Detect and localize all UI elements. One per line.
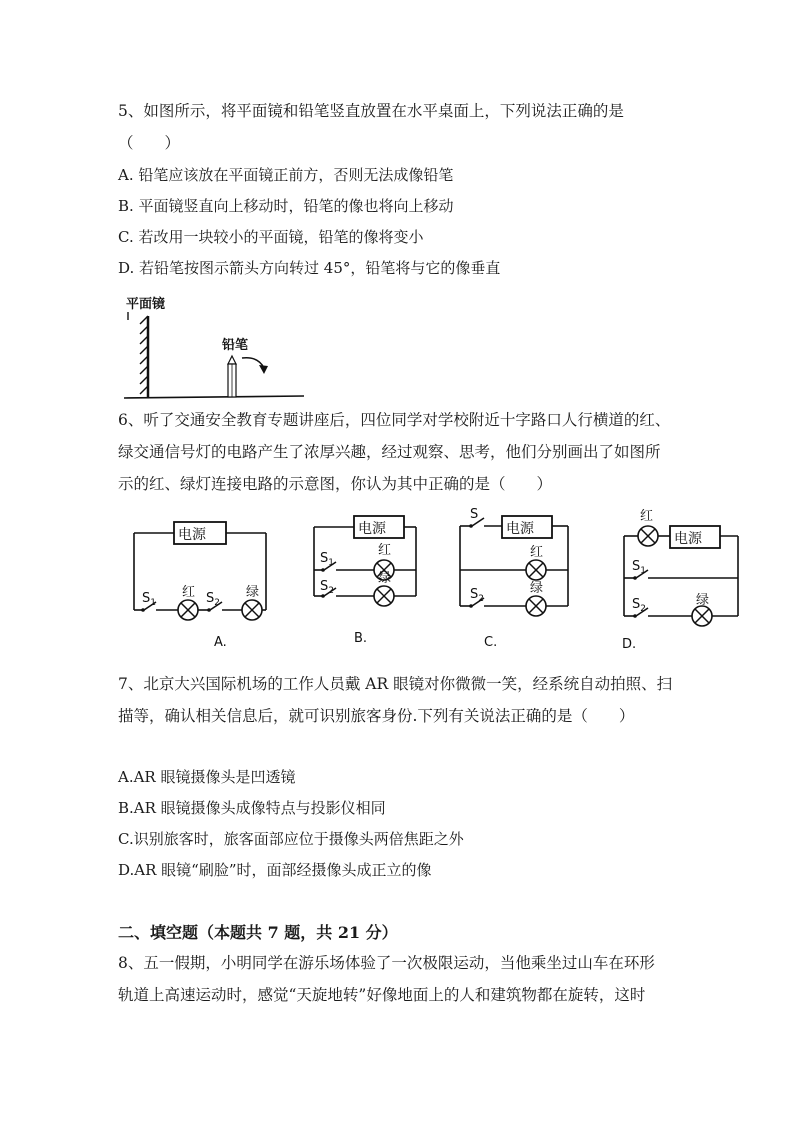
q5-figure bbox=[118, 292, 308, 404]
circuit-b-green-label: 绿 bbox=[378, 571, 392, 586]
circuit-d-label: D. bbox=[622, 637, 637, 652]
circuit-a-power: 电源 bbox=[178, 527, 206, 543]
circuit-b bbox=[314, 516, 416, 646]
circuit-d-red-label: 红 bbox=[640, 509, 654, 524]
q5-option-b: B. 平面镜竖直向上移动时，铅笔的像也将向上移动 bbox=[118, 197, 454, 215]
circuit-b-s2-label: $S_2$ bbox=[320, 579, 334, 596]
q5-pencil-icon bbox=[228, 356, 236, 397]
q7-option-b: B.AR 眼镜摄像头成像特点与投影仪相同 bbox=[118, 799, 386, 817]
q7-stem-line2: 描等，确认相关信息后，就可识别旅客身份.下列有关说法正确的是（ ） bbox=[118, 707, 635, 725]
circuit-a-s1-label: $S_1$ bbox=[142, 591, 156, 608]
q5-stem-line2: （ ） bbox=[118, 134, 181, 152]
circuit-b-red-label: 红 bbox=[378, 543, 392, 558]
circuit-b-label: B. bbox=[354, 631, 368, 646]
circuit-b-s1-label: $S_1$ bbox=[320, 551, 334, 568]
q5-mirror-label: 平面镜 bbox=[126, 297, 166, 312]
circuit-d-green-label: 绿 bbox=[696, 593, 710, 608]
q6-circuits-figure bbox=[118, 504, 746, 658]
q5-option-c: C. 若改用一块较小的平面镜，铅笔的像将变小 bbox=[118, 228, 424, 246]
q5-stem-line1: 5、如图所示，将平面镜和铅笔竖直放置在水平桌面上，下列说法正确的是 bbox=[118, 102, 624, 120]
q5-mirror-icon bbox=[140, 316, 148, 398]
q7-option-d: D.AR 眼镜“刷脸”时，面部经摄像头成正立的像 bbox=[118, 861, 432, 879]
circuit-a-red-lamp-icon bbox=[178, 600, 198, 620]
q5-pencil-label: 铅笔 bbox=[222, 338, 249, 353]
q6-stem-line1: 6、听了交通安全教育专题讲座后，四位同学对学校附近十字路口人行横道的红、 bbox=[118, 411, 671, 429]
q5-rotate-arrow-icon bbox=[242, 358, 268, 374]
circuit-a-green-lamp-icon bbox=[242, 600, 262, 620]
circuit-c-green-lamp-icon bbox=[526, 596, 546, 616]
q5-option-a: A. 铅笔应该放在平面镜正前方，否则无法成像铅笔 bbox=[118, 166, 454, 184]
circuit-a-green-label: 绿 bbox=[246, 585, 260, 600]
circuit-a bbox=[134, 522, 266, 650]
q7-stem-line1: 7、北京大兴国际机场的工作人员戴 AR 眼镜对你微微一笑，经系统自动拍照、扫 bbox=[118, 675, 673, 693]
section-heading: 二、填空题（本题共 7 题，共 21 分） bbox=[118, 923, 398, 942]
circuit-b-power: 电源 bbox=[358, 521, 386, 537]
circuit-a-red-label: 红 bbox=[182, 585, 196, 600]
q7-option-a: A.AR 眼镜摄像头是凹透镜 bbox=[118, 768, 296, 786]
circuit-c-s2-label: $S_2$ bbox=[470, 587, 484, 604]
circuit-c-s-label: S bbox=[470, 507, 479, 522]
circuit-d-green-lamp-icon bbox=[692, 606, 712, 626]
circuit-a-label: A. bbox=[214, 635, 227, 650]
q6-stem-line3: 示的红、绿灯连接电路的示意图，你认为其中正确的是（ ） bbox=[118, 475, 553, 493]
q5-option-d: D. 若铅笔按图示箭头方向转过 45°，铅笔将与它的像垂直 bbox=[118, 259, 501, 277]
circuit-d bbox=[622, 509, 738, 652]
q5-table-line bbox=[124, 396, 304, 398]
circuit-a-s2-label: $S_2$ bbox=[206, 591, 220, 608]
circuit-c-red-lamp-icon bbox=[526, 560, 546, 580]
q6-stem-line2: 绿交通信号灯的电路产生了浓厚兴趣，经过观察、思考，他们分别画出了如图所 bbox=[118, 443, 661, 461]
circuit-d-s1-label: $S_1$ bbox=[632, 559, 646, 576]
circuit-d-s2-label: $S_2$ bbox=[632, 597, 646, 614]
q8-stem-line2: 轨道上高速运动时，感觉“天旋地转”好像地面上的人和建筑物都在旋转，这时 bbox=[118, 986, 646, 1004]
q8-stem-line1: 8、五一假期，小明同学在游乐场体验了一次极限运动，当他乘坐过山车在环形 bbox=[118, 954, 655, 972]
circuit-c-green-label: 绿 bbox=[530, 581, 544, 596]
q7-option-c: C.识别旅客时，旅客面部应位于摄像头两倍焦距之外 bbox=[118, 830, 464, 848]
circuit-b-green-lamp-icon bbox=[374, 586, 394, 606]
circuit-c-red-label: 红 bbox=[530, 545, 544, 560]
circuit-c bbox=[460, 507, 568, 650]
circuit-c-label: C. bbox=[484, 635, 498, 650]
circuit-d-power: 电源 bbox=[674, 531, 702, 547]
circuit-d-red-lamp-icon bbox=[638, 526, 658, 546]
circuit-c-power: 电源 bbox=[506, 521, 534, 537]
